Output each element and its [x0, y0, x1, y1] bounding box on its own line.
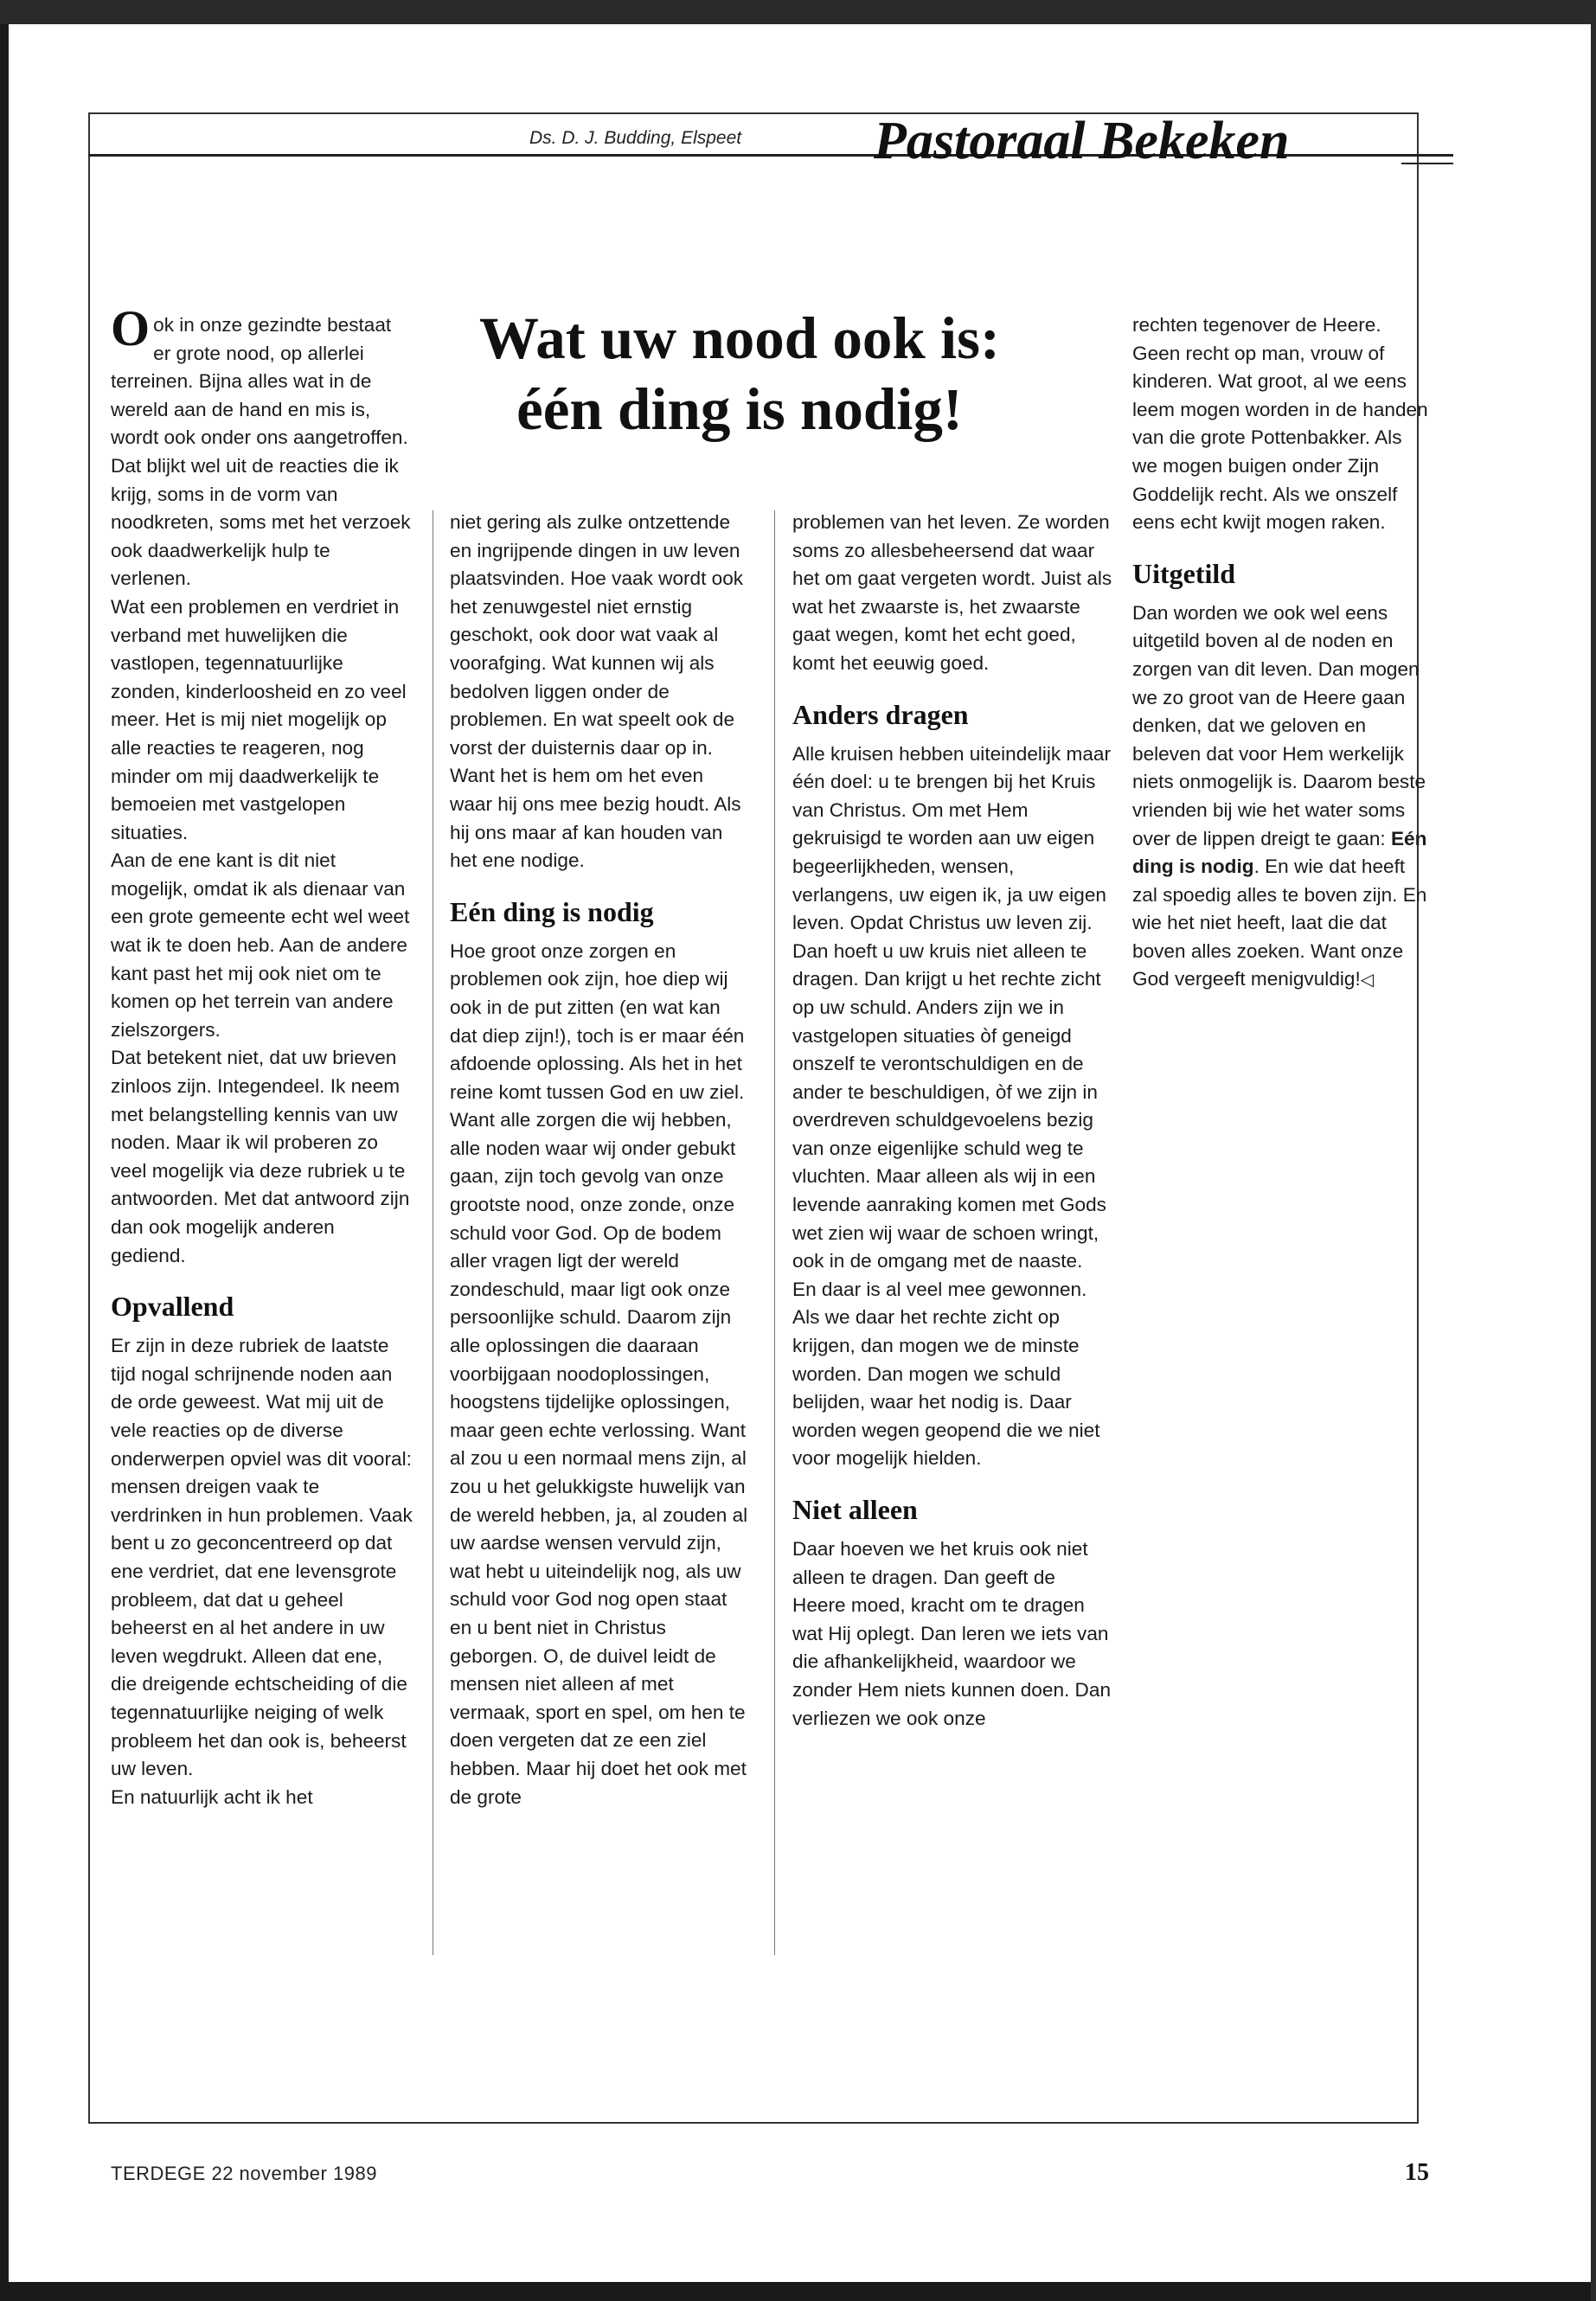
rubric-title: Pastoraal Bekeken [874, 112, 1290, 170]
drop-cap: O [111, 300, 151, 356]
paragraph: niet gering als zulke ontzettende en ingrijpende dingen in uw leven plaatsvinden. Hoe vaak wordt ook het zenuwgestel niet ernstig geschokt, ook door wat vaak al voorafging. Wat kunnen wij als bedolven liggen onder de problemen. En wat speelt ook de vorst der duisternis daar op in. Want het is hem om het even waar hij ons mee bezig houdt. Als hij ons maar af kan houden van het ene nodige. [450, 511, 744, 872]
paragraph: Ook in onze gezindte bestaat er grote nood, op allerlei terreinen. Bijna alles wat in de wereld aan de hand en mis is, wordt ook onder ons aangetroffen. [111, 300, 408, 449]
column-1 [111, 300, 413, 1811]
paragraph: En natuurlijk acht ik het [111, 1785, 313, 1808]
paragraph: Er zijn in deze rubriek de laatste tijd nogal schrijnende noden aan de orde geweest. Wat mij uit de vele reacties op de diverse onderwerpen opviel was dit vooral: mensen dreigen vaak te verdrinken in hun problemen. Vaak bent u zo geconcentreerd op dat ene verdriet, dat ene levensgrote probleem, dat dat u geheel beheerst en al het andere in uw leven wegdrukt. Alleen dat ene, die dreigende echtscheiding of die tegennatuurlijke neiging of welk probleem het dan ook is, beheerst uw leven. [111, 1335, 413, 1780]
paragraph: Daar hoeven we het kruis ook niet alleen te dragen. Dan geeft de Heere moed, kracht om te dragen wat Hij oplegt. Dan leren we iets van die afhankelijkheid, waardoor we zonder Hem niets kunnen doen. Dan verliezen we ook onze [792, 1538, 1112, 1729]
paragraph: Alle kruisen hebben uiteindelijk maar één doel: u te brengen bij het Kruis van Christus. Om met Hem gekruisigd te worden aan uw eigen begeerlijkheden, wensen, verlangens, uw eigen ik, ja uw eigen leven. Opdat Christus uw leven zij. Dan hoeft u uw kruis niet alleen te dragen. Dan krijgt u het rechte zicht op uw schuld. Anders zijn we in vastgelopen situaties òf geneigd onszelf te verontschuldigen en de ander te beschuldigen, òf we zijn in overdreven schuldgevoelens bezig van onze eigenlijke schuld weg te vluchten. Maar alleen als wij in een levende aanraking komen met Gods wet zien wij waar de schoen wringt, ook in de omgang met de naaste. [792, 742, 1111, 1272]
end-mark-icon: ◁ [1360, 971, 1375, 990]
paragraph: Dan worden we ook wel eens uitgetild boven al de noden en zorgen van dit leven. Dan mogen we zo groot van de Heere gaan denken, dat we geloven en beleven dat voor Hem werkelijk niets onmogelijk is. Daarom beste vrienden bij wie het water soms over de lippen dreigt te gaan: Eén ding is nodig. En wie dat heeft zal spoedig alles te boven zijn. En wie het niet heeft, laat die dat boven alles zoeken. Want onze God vergeeft menigvuldig!◁ [1132, 601, 1427, 990]
column-3 [792, 509, 1112, 1733]
scan-border-top [0, 0, 1596, 24]
emphasis: Eén ding is nodig [1132, 827, 1427, 878]
paragraph: rechten tegenover de Heere. Geen recht op man, vrouw of kinderen. Wat groot, al we eens leem mogen worden in de handen van die grote Pottenbakker. Als we mogen buigen onder Zijn Goddelijk recht. Als we onszelf eens echt kwijt mogen raken. [1132, 314, 1428, 534]
article-title [458, 303, 1021, 445]
paragraph: problemen van het leven. Ze worden soms zo allesbeheersend dat waar het om gaat vergeten wordt. Juist als wat het zwaarste is, het zwaarste gaat wegen, komt het echt goed, komt het eeuwig goed. [792, 511, 1112, 674]
paragraph: Wat een problemen en verdriet in verband met huwelijken die vastlopen, tegennatuurlijke zonden, kinderloosheid en zo veel meer. Het is mij niet mogelijk op alle reacties te reageren, nog minder om mij daadwerkelijk te bemoeien met vastgelopen situaties. [111, 595, 407, 843]
paragraph: En daar is al veel mee gewonnen. Als we daar het rechte zicht op krijgen, dan mogen we de minste worden. Dan mogen we schuld belijden, waar het nodig is. Daar worden wegen geopend die we niet voor mogelijk hielden. [792, 1278, 1100, 1470]
header-rule-end [1401, 163, 1453, 164]
subheading-niet-alleen: Niet alleen [792, 1494, 918, 1525]
subheading-uitgetild: Uitgetild [1132, 557, 1236, 589]
scan-border-left [0, 0, 9, 2301]
paragraph: Hoe groot onze zorgen en problemen ook zijn, hoe diep wij ook in de put zitten (en wat kan dat diep zijn!), toch is er maar één afdoende oplossing. Als het in het reine komt tussen God en uw ziel. Want alle zorgen die wij hebben, alle noden waar wij onder gebukt gaan, zijn toch gevolg van onze grootste nood, onze zonde, onze schuld voor God. Op de bodem aller vragen ligt der wereld zondeschuld, maar ligt ook onze persoonlijke schuld. Daarom zijn alle oplossingen die daaraan voorbijgaan noodoplossingen, hoogstens tijdelijke oplossingen, maar geen echte verlossing. Want al zou u een normaal mens zijn, al zou u het gelukkigste huwelijk van de wereld hebben, ja, al zouden al uw aardse wensen vervuld zijn, wat hebt u uiteindelijk nog, als uw schuld voor God nog open staat en u bent niet in Christus geborgen. O, de duivel leidt de mensen niet alleen af met vermaak, sport en spel, om hen te doen vergeten dat ze een ziel hebben. Maar hij doet het ook met de grote [450, 939, 748, 1808]
subheading-opvallend: Opvallend [111, 1291, 234, 1323]
scan-border-bottom [0, 2282, 1596, 2301]
column-4 [1132, 311, 1431, 995]
paragraph: Dat betekent niet, dat uw brieven zinloos zijn. Integendeel. Ik neem met belangstelling kennis van uw noden. Maar ik wil proberen zo veel mogelijk via deze rubriek u te antwoorden. Met dat antwoord zijn dan ook mogelijk anderen gediend. [111, 1047, 410, 1266]
subheading-een-ding-is-nodig: Eén ding is nodig [450, 895, 654, 927]
publication-footer: TERDEGE 22 november 1989 [111, 2163, 377, 2184]
title-line-1: Wat uw nood ook is: [479, 305, 1000, 371]
page-number: 15 [1405, 2159, 1429, 2186]
scan-border-right [1591, 0, 1596, 2301]
column-divider [774, 510, 775, 1955]
column-2 [450, 509, 748, 1811]
paragraph: Aan de ene kant is dit niet mogelijk, omdat ik als dienaar van een grote gemeente echt wel weet wat ik te doen heb. Aan de andere kant past het mij ook niet om te komen op het terrein van andere zielszorgers. [111, 849, 410, 1041]
author-byline: Ds. D. J. Budding, Elspeet [529, 128, 742, 148]
subheading-anders-dragen: Anders dragen [792, 698, 969, 730]
paragraph: Dat blijkt wel uit de reacties die ik krijg, soms in de vorm van noodkreten, soms met het verzoek ook daadwerkelijk hulp te verlenen. [111, 454, 411, 590]
title-line-2: één ding is nodig! [516, 376, 963, 442]
